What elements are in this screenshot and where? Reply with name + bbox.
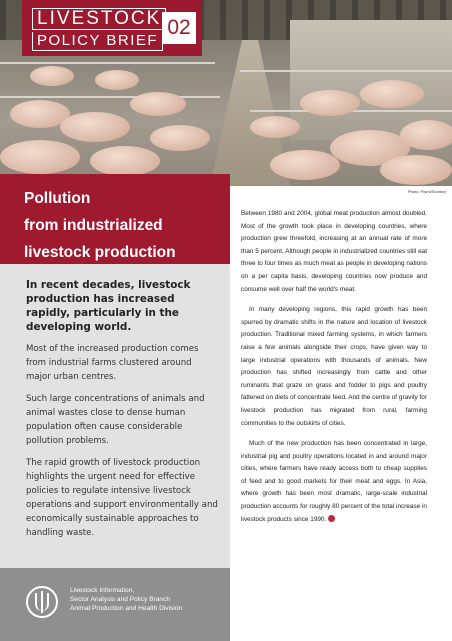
pig (380, 155, 452, 185)
sidebar-lead: In recent decades, livestock production has increased rapidly, particularly in the developing world. (26, 279, 191, 333)
pig (400, 120, 452, 150)
pig (300, 90, 360, 116)
pen-rail (240, 70, 452, 72)
issue-number: 02 (162, 12, 196, 44)
pig (150, 125, 210, 151)
pig (95, 70, 139, 90)
series-title-line2: POLICY BRIEF (32, 32, 163, 51)
footer-line2: Sector Analysis and Policy Branch (70, 596, 171, 603)
pig (250, 116, 300, 138)
pig (90, 146, 160, 176)
pen-rail (0, 96, 220, 98)
sidebar-paragraph: Such large concentrations of animals and animal wastes close to dense human population often cause considerable pollution problems. (26, 394, 205, 446)
pig (60, 112, 130, 142)
body-text (241, 208, 427, 534)
pen-rail (0, 62, 215, 64)
pig (270, 150, 340, 180)
logo-stem (41, 591, 43, 613)
title-line1: Pollution (24, 190, 91, 207)
footer-line1: Livestock Information, (70, 587, 135, 594)
body-paragraph: In many developing regions, this rapid growth has been spurred by dramatic shifts in the nature and location of livestock production. Traditional mixed farming systems, in which farmers raise a few animals alongside their crops, have given way to large industrial operations with thousands of animals. New production has shifted increasingly from cattle and other ruminants that graze on grass and fodder to pigs and poultry fattened on diets of concentrate feed. And the centre of gravity for livestock production has migrated from rural, farming communities to the outskirts of cities. (241, 306, 427, 427)
policy-brief-header (22, 0, 202, 56)
pig (360, 80, 424, 108)
pig (30, 66, 74, 86)
footer-text (70, 586, 182, 613)
fao-logo-icon (26, 586, 58, 618)
photo-credit: Photo: Fiorni/Scoticry (407, 189, 446, 194)
title-band (0, 174, 230, 264)
body-paragraph (241, 438, 427, 526)
pig (0, 140, 80, 174)
sidebar-paragraph: Most of the increased production comes from industrial farms clustered around major urban centres. (26, 344, 199, 382)
sidebar-paragraph: The rapid growth of livestock production highlights the urgent need for effective policies to regulate intensive livestock operations and support environmentally and economically sustainable approaches to handling waste. (26, 458, 218, 538)
title-line3: livestock production (24, 244, 176, 261)
series-title-line1: LIVESTOCK (32, 8, 166, 30)
pig (130, 92, 186, 116)
title-line2: from industrialized (24, 217, 163, 234)
footer-line3: Animal Production and Health Division (70, 605, 183, 612)
body-paragraph-text: Much of the new production has been concentrated in large, industrial pig and poultry operations located in and around major cities, where farmers have ready access both to cheap supplies of feed and to good markets for their meat and eggs. In Asia, where growth has been most dramatic, large-scale industrial production accounts for roughly 80 percent of the total increase in livestock products since 1990. (241, 440, 427, 523)
footer-band (0, 568, 230, 641)
end-mark-icon (328, 515, 335, 522)
body-paragraph: Between 1980 and 2004, global meat production almost doubled. Most of the growth took place in developing countries, where production grew threefold, increasing at an annual rate of more than 5 percent. Although people in industrialized countries still eat three to four times as much meat as people in developing nations on a per capita basis, developing countries now produce and consume well over half the world's meat. (241, 210, 427, 293)
